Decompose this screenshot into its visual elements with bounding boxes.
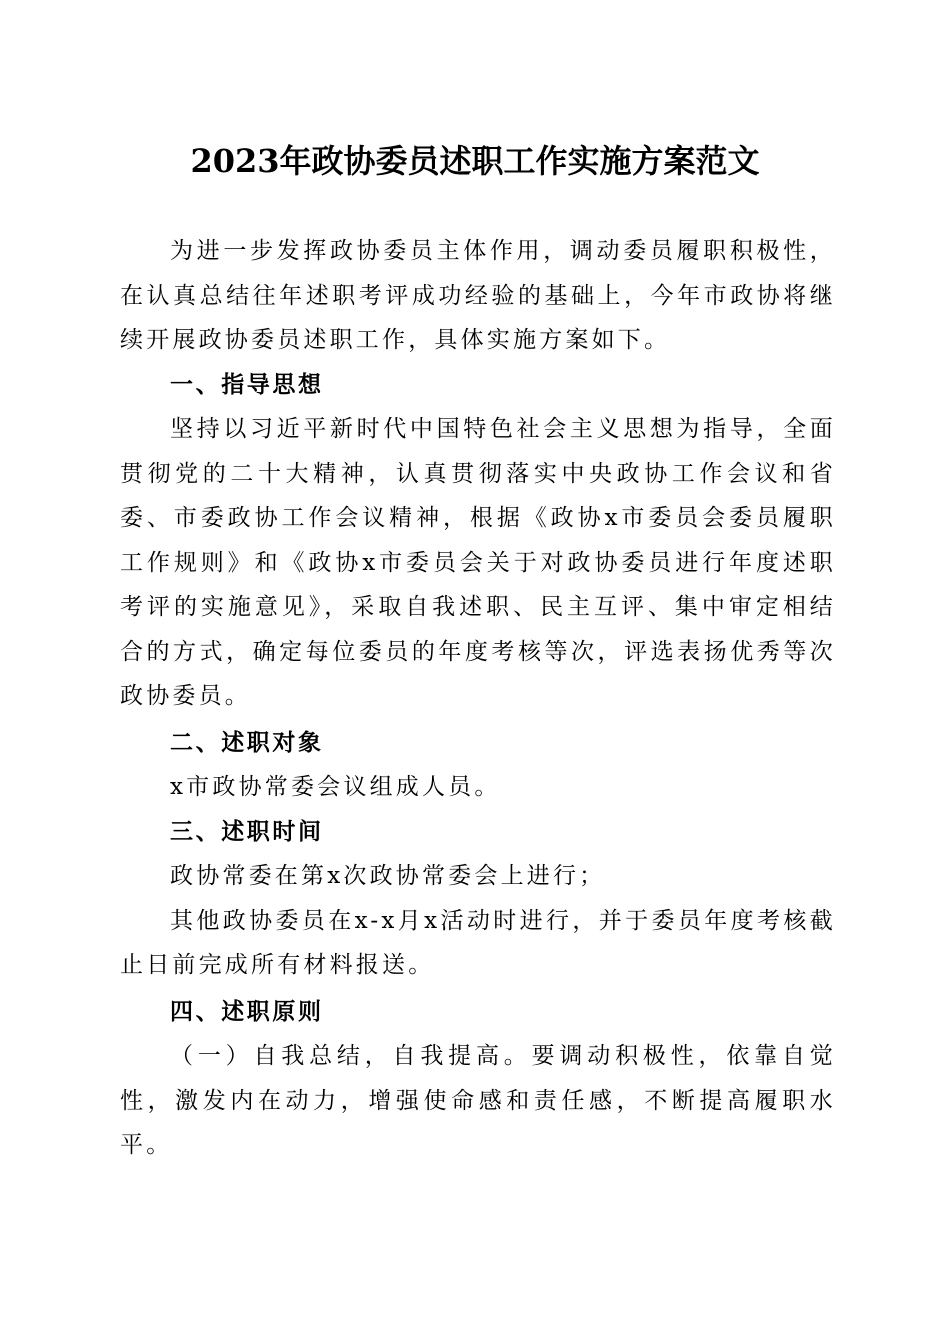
document-title: 2023年政协委员述职工作实施方案范文 (190, 142, 760, 180)
report-time-paragraph-2: 其他政协委员在x-x月x活动时进行，并于委员年度考核截止日前完成所有材料报送。 (120, 907, 836, 978)
report-time-paragraph-1: 政协常委在第x次政协常委会上进行； (170, 863, 606, 889)
report-targets-paragraph: x市政协常委会议组成人员。 (170, 774, 501, 800)
report-principles-paragraph: （一）自我总结，自我提高。要调动积极性，依靠自觉性，激发内在动力，增强使命感和责任感，不断提高履职水平。 (120, 1043, 836, 1158)
section-heading-report-time: 三、述职时间 (170, 818, 324, 845)
section-heading-guiding-ideology: 一、指导思想 (170, 371, 324, 398)
section-heading-report-targets: 二、述职对象 (170, 729, 324, 756)
guiding-ideology-paragraph: 坚持以习近平新时代中国特色社会主义思想为指导，全面贯彻党的二十大精神，认真贯彻落实中央政协工作会议和省委、市委政协工作会议精神，根据《政协x市委员会委员履职工作规则》和《政协x市委员会关于对政协委员进行年度述职考评的实施意见》，采取自我述职、民主互评、集中审定相结合的方式，确定每位委员的年度考核等次，评选表扬优秀等次政协委员。 (120, 416, 836, 709)
section-heading-report-principles: 四、述职原则 (170, 998, 324, 1025)
intro-paragraph: 为进一步发挥政协委员主体作用，调动委员履职积极性，在认真总结往年述职考评成功经验的基础上，今年市政协将继续开展政协委员述职工作，具体实施方案如下。 (120, 238, 836, 353)
document-body (120, 229, 836, 1168)
